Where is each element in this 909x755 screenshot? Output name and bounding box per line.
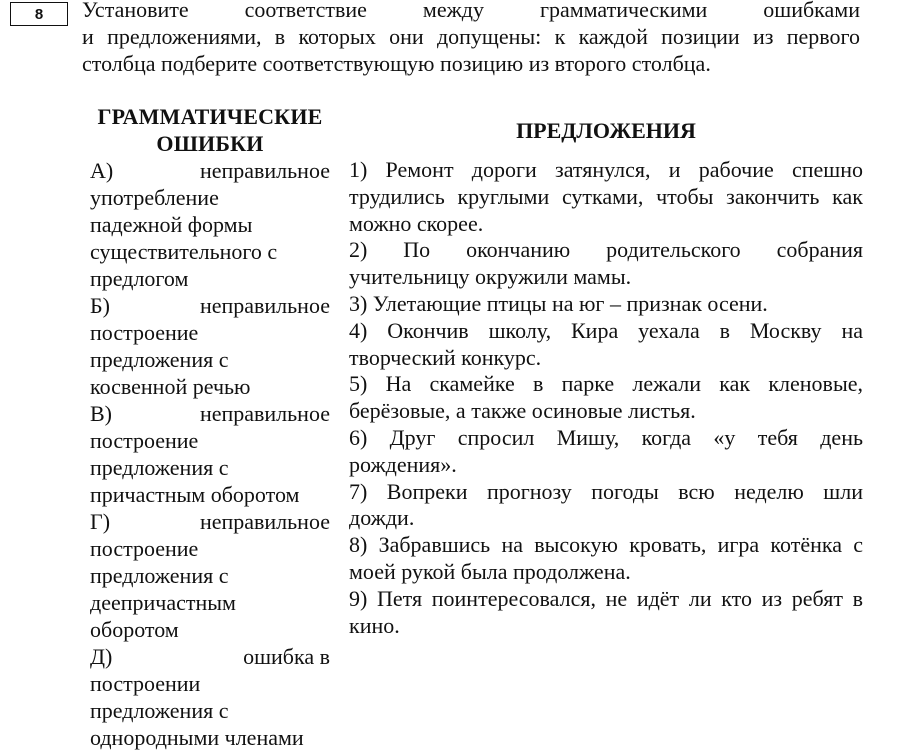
sentences-header: ПРЕДЛОЖЕНИЯ bbox=[516, 118, 696, 143]
grammar-error-text: предложения с bbox=[90, 455, 229, 480]
grammar-error-text: неправильное bbox=[199, 158, 330, 183]
sentence-item bbox=[349, 371, 863, 425]
grammar-error-text: построение bbox=[90, 428, 199, 453]
sentence-text: 6) Друг спросил Мишу, когда «у тебя день bbox=[349, 424, 863, 450]
grammar-error-text: оборотом bbox=[90, 617, 179, 642]
sentence-text: 3) Улетающие птицы на юг – признак осени. bbox=[349, 290, 768, 316]
grammar-error-text: построение bbox=[90, 320, 199, 345]
sentence-text: можно скорее. bbox=[349, 210, 484, 236]
grammar-error-text: существительного с bbox=[90, 239, 278, 264]
grammar-error-text: употребление bbox=[90, 185, 219, 210]
grammar-error-first-line bbox=[90, 400, 330, 427]
grammar-error-first-line bbox=[90, 157, 330, 184]
grammar-error-text: ошибка в bbox=[243, 644, 330, 669]
grammar-error-letter: Г) bbox=[90, 509, 111, 534]
grammar-errors-header bbox=[90, 103, 330, 157]
grammar-error-first-line bbox=[90, 292, 330, 319]
sentence-item bbox=[349, 237, 863, 291]
grammar-error-letter: А) bbox=[90, 158, 114, 183]
grammar-error-item bbox=[90, 508, 330, 643]
sentence-item bbox=[349, 586, 863, 640]
task-number-box bbox=[10, 2, 68, 26]
sentence-item bbox=[349, 318, 863, 372]
instruction-line: столбца подберите соответствующую позицию из второго столбца. bbox=[82, 51, 711, 76]
grammar-error-text: предлогом bbox=[90, 266, 189, 291]
sentence-text: 9) Петя поинтересовался, не идёт ли кто из ребят в bbox=[349, 585, 863, 611]
sentence-text: кино. bbox=[349, 612, 400, 638]
sentences-column bbox=[349, 103, 863, 639]
sentence-text: учительницу окружили мамы. bbox=[349, 264, 632, 290]
sentence-item bbox=[349, 291, 863, 318]
grammar-error-text: причастным оборотом bbox=[90, 482, 300, 507]
sentence-text: 5) На скамейке в парке лежали как кленовые, bbox=[349, 371, 863, 397]
grammar-error-item bbox=[90, 643, 330, 751]
sentence-text: моей рукой была продолжена. bbox=[349, 558, 631, 584]
header-line: ГРАММАТИЧЕСКИЕ bbox=[97, 104, 323, 129]
grammar-error-text: предложения с bbox=[90, 563, 229, 588]
task-number: 8 bbox=[34, 5, 44, 23]
instruction-line: Установите соответствие между грамматическими ошибками bbox=[82, 0, 860, 22]
task-instruction bbox=[82, 0, 860, 77]
sentence-text: берёзовые, а также осиновые листья. bbox=[349, 398, 696, 424]
grammar-error-text: построении bbox=[90, 671, 201, 696]
grammar-errors-list bbox=[90, 157, 330, 751]
sentence-text: 4) Окончив школу, Кира уехала в Москву на bbox=[349, 317, 863, 343]
sentence-item bbox=[349, 157, 863, 237]
grammar-error-text: построение bbox=[90, 536, 199, 561]
sentence-text: творческий конкурс. bbox=[349, 344, 542, 370]
instruction-line: и предложениями, в которых они допущены: к каждой позиции из первого bbox=[82, 24, 860, 49]
grammar-error-item bbox=[90, 292, 330, 400]
grammar-error-first-line bbox=[90, 508, 330, 535]
grammar-error-letter: Б) bbox=[90, 293, 110, 318]
sentence-item bbox=[349, 479, 863, 533]
grammar-error-text: падежной формы bbox=[90, 212, 253, 237]
sentence-text: 8) Забравшись на высокую кровать, игра котёнка с bbox=[349, 532, 863, 558]
grammar-error-first-line bbox=[90, 643, 330, 670]
sentence-text: 7) Вопреки прогнозу погоды всю неделю шли bbox=[349, 478, 863, 504]
grammar-error-text: неправильное bbox=[199, 293, 330, 318]
sentence-text: дожди. bbox=[349, 505, 415, 531]
header-line: ОШИБКИ bbox=[156, 131, 264, 156]
grammar-errors-column bbox=[90, 103, 330, 751]
grammar-error-text: деепричастным bbox=[90, 590, 236, 615]
sentence-text: 1) Ремонт дороги затянулся, и рабочие спешно bbox=[349, 157, 863, 182]
grammar-error-text: неправильное bbox=[199, 401, 330, 426]
grammar-error-text: однородными членами bbox=[90, 725, 304, 750]
sentences-list bbox=[349, 157, 863, 639]
grammar-error-item bbox=[90, 157, 330, 292]
sentence-item bbox=[349, 425, 863, 479]
sentence-text: 2) По окончанию родительского собрания bbox=[349, 237, 863, 263]
grammar-error-letter: Д) bbox=[90, 644, 113, 669]
sentence-item bbox=[349, 532, 863, 586]
grammar-error-text: неправильное bbox=[199, 509, 330, 534]
grammar-error-text: предложения с bbox=[90, 347, 229, 372]
sentence-text: рождения». bbox=[349, 451, 457, 477]
grammar-error-letter: В) bbox=[90, 401, 112, 426]
grammar-error-item bbox=[90, 400, 330, 508]
grammar-error-text: предложения с bbox=[90, 698, 229, 723]
sentence-text: трудились круглыми сутками, чтобы закончить как bbox=[349, 183, 863, 209]
grammar-error-text: косвенной речью bbox=[90, 374, 251, 399]
